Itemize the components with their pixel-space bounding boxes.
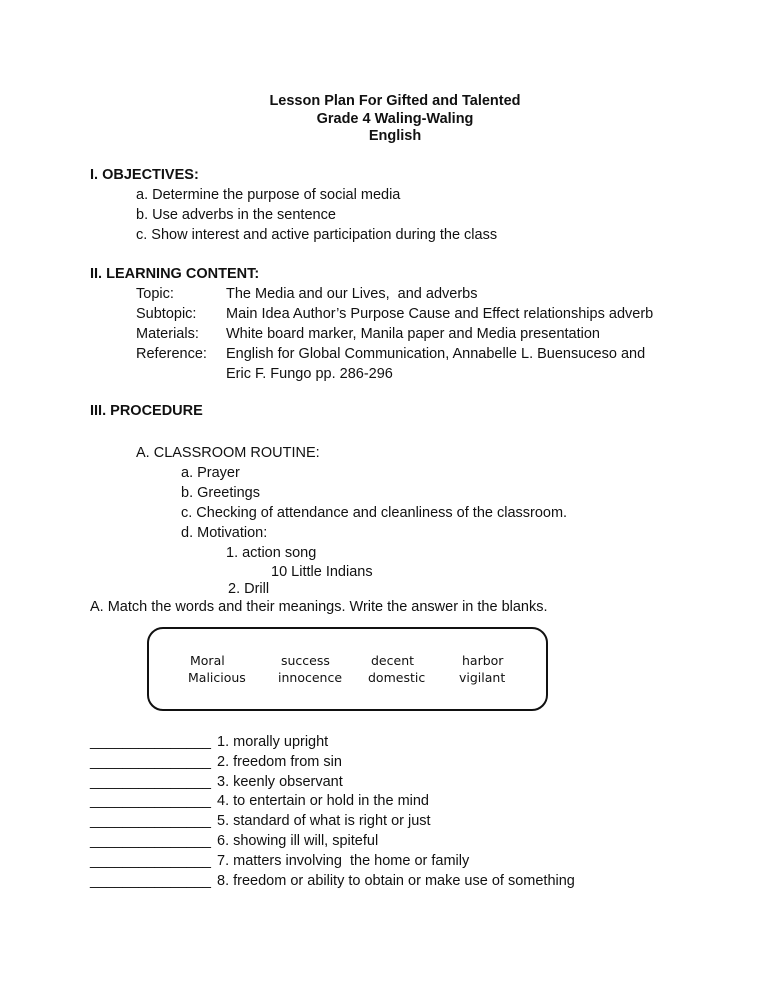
content-label: Reference: [136,346,207,362]
answer-blank[interactable]: _______________ [90,853,211,869]
content-value: English for Global Communication, Annabelle L. Buensuceso and [226,346,646,362]
content-value: White board marker, Manila paper and Media presentation [226,326,600,342]
definition-item: 5. standard of what is right or just [217,813,431,829]
definition-item: 4. to entertain or hold in the mind [217,793,429,809]
word: harbor [462,653,504,668]
routine-item: b. Greetings [181,485,260,501]
answer-blank[interactable]: _______________ [90,873,211,889]
document-title: Lesson Plan For Gifted and Talented [269,93,521,109]
content-label: Subtopic: [136,306,197,322]
word: Moral [190,653,225,668]
definition-item: 1. morally upright [217,734,329,750]
motivation-item: 2. Drill [228,581,270,597]
definition-item: 8. freedom or ability to obtain or make use of something [217,873,575,889]
routine-item: c. Checking of attendance and cleanliness of the classroom. [181,505,568,521]
content-value: Main Idea Author’s Purpose Cause and Effect relationships adverb [226,306,654,322]
objective-item: a. Determine the purpose of social media [136,187,401,203]
answer-blank[interactable]: _______________ [90,833,211,849]
answer-blank[interactable]: _______________ [90,734,211,750]
word: decent [371,653,415,668]
word: success [281,653,330,668]
definition-item: 6. showing ill will, spiteful [217,833,379,849]
routine-item: d. Motivation: [181,525,268,541]
learning-content-heading: II. LEARNING CONTENT: [90,266,260,282]
word: domestic [368,670,426,685]
procedure-heading: III. PROCEDURE [90,403,203,419]
content-value: The Media and our Lives, and adverbs [226,286,478,302]
motivation-item: 1. action song [226,545,317,561]
content-label: Topic: [136,286,174,302]
definition-item: 7. matters involving the home or family [217,853,470,869]
objective-item: c. Show interest and active participation during the class [136,227,498,243]
grade-heading: Grade 4 Waling-Waling [316,111,474,127]
word: Malicious [188,670,246,685]
objectives-heading: I. OBJECTIVES: [90,167,199,183]
definition-item: 3. keenly observant [217,774,343,790]
answer-blank[interactable]: _______________ [90,754,211,770]
definition-item: 2. freedom from sin [217,754,342,770]
content-value: Eric F. Fungo pp. 286-296 [226,366,393,382]
exercise-instruction: A. Match the words and their meanings. Write the answer in the blanks. [90,599,548,615]
word: vigilant [459,670,506,685]
answer-blank[interactable]: _______________ [90,793,211,809]
song-title: 10 Little Indians [271,564,373,580]
objective-item: b. Use adverbs in the sentence [136,207,336,223]
answer-blank[interactable]: _______________ [90,774,211,790]
routine-item: a. Prayer [181,465,240,481]
routine-heading: A. CLASSROOM ROUTINE: [136,445,320,461]
content-label: Materials: [136,326,199,342]
word: innocence [278,670,343,685]
answer-blank[interactable]: _______________ [90,813,211,829]
subject-heading: English [368,128,422,144]
